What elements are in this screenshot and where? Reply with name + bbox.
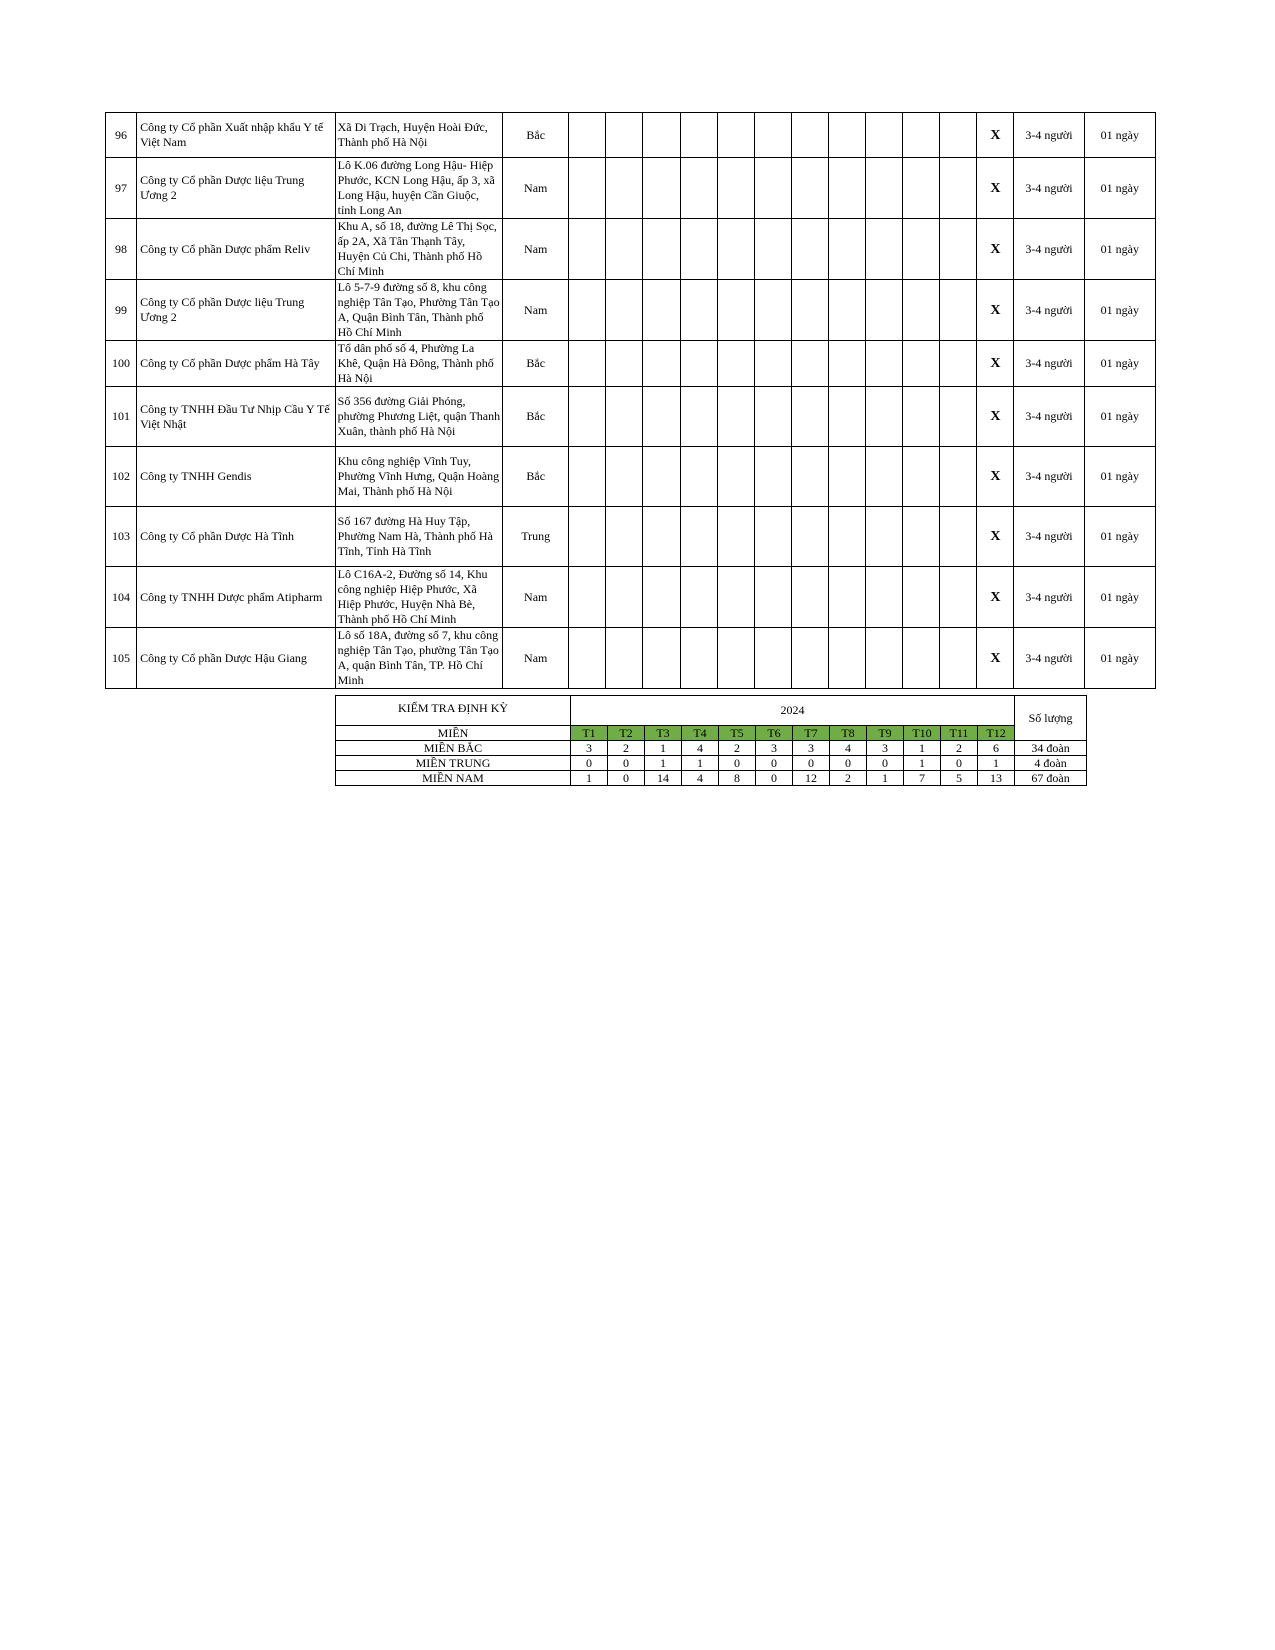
company-region: Nam xyxy=(503,158,569,219)
month-cell xyxy=(754,387,791,447)
month-cell xyxy=(866,507,903,567)
company-region: Bắc xyxy=(503,113,569,158)
month-cell xyxy=(680,507,717,567)
summary-value: 0 xyxy=(571,756,608,771)
summary-value: 1 xyxy=(682,756,719,771)
summary-value: 3 xyxy=(793,741,830,756)
month-cell xyxy=(828,219,865,280)
month-cell xyxy=(569,158,606,219)
company-name: Công ty Cổ phần Dược phẩm Hà Tây xyxy=(137,341,336,387)
month-header: T12 xyxy=(978,726,1015,741)
month-cell xyxy=(903,219,940,280)
summary-value: 1 xyxy=(571,771,608,786)
month-cell xyxy=(828,280,865,341)
summary-total: 34 đoàn xyxy=(1015,741,1087,756)
month-cell xyxy=(606,507,643,567)
summary-total: 4 đoàn xyxy=(1015,756,1087,771)
company-region: Bắc xyxy=(503,341,569,387)
month-cell xyxy=(717,341,754,387)
month-cell xyxy=(940,219,977,280)
month-cell xyxy=(791,628,828,689)
month-cell xyxy=(903,507,940,567)
month-cell xyxy=(754,113,791,158)
month-cell xyxy=(866,567,903,628)
inspection-duration: 01 ngày xyxy=(1084,341,1155,387)
inspection-mark: X xyxy=(977,280,1014,341)
inspection-duration: 01 ngày xyxy=(1084,219,1155,280)
company-address: Lô C16A-2, Đường số 14, Khu công nghiệp Hiệp Phước, Xã Hiệp Phước, Huyện Nhà Bè, Thành phố Hồ Chí Minh xyxy=(335,567,502,628)
month-header: T10 xyxy=(904,726,941,741)
month-cell xyxy=(680,387,717,447)
month-cell xyxy=(643,447,680,507)
month-cell xyxy=(606,447,643,507)
inspection-mark: X xyxy=(977,341,1014,387)
team-size: 3-4 người xyxy=(1014,387,1084,447)
company-name: Công ty Cổ phần Dược liệu Trung Ương 2 xyxy=(137,280,336,341)
summary-value: 5 xyxy=(941,771,978,786)
inspection-mark: X xyxy=(977,447,1014,507)
team-size: 3-4 người xyxy=(1014,158,1084,219)
month-cell xyxy=(828,447,865,507)
month-cell xyxy=(866,628,903,689)
summary-value: 0 xyxy=(830,756,867,771)
month-cell xyxy=(717,113,754,158)
company-name: Công ty Cổ phần Dược Hậu Giang xyxy=(137,628,336,689)
month-cell xyxy=(791,387,828,447)
month-cell xyxy=(866,280,903,341)
inspection-duration: 01 ngày xyxy=(1084,113,1155,158)
table-row xyxy=(106,280,1156,341)
summary-total: 67 đoàn xyxy=(1015,771,1087,786)
summary-year: 2024 xyxy=(571,696,1015,726)
month-cell xyxy=(791,113,828,158)
row-number: 102 xyxy=(106,447,137,507)
month-header: T7 xyxy=(793,726,830,741)
team-size: 3-4 người xyxy=(1014,567,1084,628)
summary-value: 1 xyxy=(904,756,941,771)
month-cell xyxy=(717,567,754,628)
company-name: Công ty TNHH Dược phẩm Atipharm xyxy=(137,567,336,628)
summary-region-label: MIỀN BẮC xyxy=(336,741,571,756)
summary-value: 0 xyxy=(719,756,756,771)
month-cell xyxy=(754,341,791,387)
summary-value: 2 xyxy=(719,741,756,756)
summary-region-header: MIỀN xyxy=(336,726,571,741)
month-cell xyxy=(828,567,865,628)
month-cell xyxy=(680,113,717,158)
month-cell xyxy=(569,113,606,158)
month-cell xyxy=(791,447,828,507)
month-cell xyxy=(606,219,643,280)
month-cell xyxy=(940,507,977,567)
month-cell xyxy=(569,507,606,567)
inspection-duration: 01 ngày xyxy=(1084,387,1155,447)
month-cell xyxy=(828,158,865,219)
month-cell xyxy=(569,447,606,507)
row-number: 105 xyxy=(106,628,137,689)
summary-row xyxy=(336,756,1087,771)
table-row xyxy=(106,628,1156,689)
company-region: Bắc xyxy=(503,447,569,507)
row-number: 101 xyxy=(106,387,137,447)
summary-value: 0 xyxy=(608,756,645,771)
row-number: 96 xyxy=(106,113,137,158)
month-cell xyxy=(828,387,865,447)
month-cell xyxy=(680,447,717,507)
month-cell xyxy=(791,280,828,341)
month-cell xyxy=(717,219,754,280)
month-cell xyxy=(754,628,791,689)
inspection-mark: X xyxy=(977,628,1014,689)
inspection-mark: X xyxy=(977,507,1014,567)
month-cell xyxy=(791,219,828,280)
month-cell xyxy=(791,341,828,387)
month-cell xyxy=(643,280,680,341)
month-cell xyxy=(606,628,643,689)
month-header: T3 xyxy=(645,726,682,741)
team-size: 3-4 người xyxy=(1014,341,1084,387)
row-number: 99 xyxy=(106,280,137,341)
summary-value: 0 xyxy=(793,756,830,771)
table-row xyxy=(106,507,1156,567)
inspection-duration: 01 ngày xyxy=(1084,447,1155,507)
company-address: Số 167 đường Hà Huy Tập, Phường Nam Hà, Thành phố Hà Tĩnh, Tỉnh Hà Tĩnh xyxy=(335,507,502,567)
month-cell xyxy=(680,628,717,689)
summary-count-header: Số lượng xyxy=(1015,696,1087,741)
month-cell xyxy=(643,387,680,447)
summary-value: 2 xyxy=(608,741,645,756)
company-region: Nam xyxy=(503,628,569,689)
summary-value: 4 xyxy=(682,741,719,756)
table-row xyxy=(106,158,1156,219)
summary-value: 13 xyxy=(978,771,1015,786)
month-cell xyxy=(717,628,754,689)
summary-value: 1 xyxy=(867,771,904,786)
month-cell xyxy=(754,158,791,219)
summary-title: KIỂM TRA ĐỊNH KỲ xyxy=(336,696,571,726)
summary-value: 2 xyxy=(830,771,867,786)
month-cell xyxy=(643,341,680,387)
table-row xyxy=(106,113,1156,158)
month-cell xyxy=(903,387,940,447)
month-cell xyxy=(717,507,754,567)
month-cell xyxy=(717,280,754,341)
month-cell xyxy=(680,158,717,219)
month-cell xyxy=(940,280,977,341)
row-number: 100 xyxy=(106,341,137,387)
month-cell xyxy=(866,219,903,280)
month-header: T11 xyxy=(941,726,978,741)
month-cell xyxy=(643,507,680,567)
month-cell xyxy=(940,341,977,387)
company-name: Công ty TNHH Gendis xyxy=(137,447,336,507)
month-cell xyxy=(828,507,865,567)
summary-value: 1 xyxy=(645,756,682,771)
month-cell xyxy=(940,387,977,447)
month-cell xyxy=(606,567,643,628)
month-header: T1 xyxy=(571,726,608,741)
month-cell xyxy=(754,280,791,341)
month-cell xyxy=(606,280,643,341)
month-cell xyxy=(866,341,903,387)
inspection-mark: X xyxy=(977,567,1014,628)
company-address: Xã Di Trạch, Huyện Hoài Đức, Thành phố Hà Nội xyxy=(335,113,502,158)
summary-table xyxy=(335,695,1087,786)
table-row xyxy=(106,387,1156,447)
table-row xyxy=(106,447,1156,507)
summary-region-label: MIỀN TRUNG xyxy=(336,756,571,771)
team-size: 3-4 người xyxy=(1014,280,1084,341)
team-size: 3-4 người xyxy=(1014,628,1084,689)
company-region: Nam xyxy=(503,280,569,341)
row-number: 98 xyxy=(106,219,137,280)
inspection-duration: 01 ngày xyxy=(1084,628,1155,689)
month-cell xyxy=(717,387,754,447)
inspection-schedule-table xyxy=(105,112,1156,689)
month-cell xyxy=(903,447,940,507)
table-row xyxy=(106,567,1156,628)
inspection-duration: 01 ngày xyxy=(1084,158,1155,219)
month-cell xyxy=(940,113,977,158)
month-cell xyxy=(569,341,606,387)
month-cell xyxy=(643,567,680,628)
inspection-mark: X xyxy=(977,113,1014,158)
company-region: Bắc xyxy=(503,387,569,447)
summary-value: 1 xyxy=(978,756,1015,771)
month-cell xyxy=(606,158,643,219)
company-name: Công ty Cổ phần Xuất nhập khẩu Y tế Việt Nam xyxy=(137,113,336,158)
team-size: 3-4 người xyxy=(1014,113,1084,158)
summary-value: 0 xyxy=(867,756,904,771)
inspection-duration: 01 ngày xyxy=(1084,280,1155,341)
inspection-duration: 01 ngày xyxy=(1084,567,1155,628)
summary-region-label: MIỀN NAM xyxy=(336,771,571,786)
summary-row xyxy=(336,741,1087,756)
table-row xyxy=(106,341,1156,387)
month-cell xyxy=(866,158,903,219)
team-size: 3-4 người xyxy=(1014,447,1084,507)
month-header: T5 xyxy=(719,726,756,741)
company-address: Lô số 18A, đường số 7, khu công nghiệp Tân Tạo, phường Tân Tạo A, quận Bình Tân, TP. Hồ Chí Minh xyxy=(335,628,502,689)
team-size: 3-4 người xyxy=(1014,219,1084,280)
summary-value: 0 xyxy=(941,756,978,771)
month-cell xyxy=(791,567,828,628)
company-address: Số 356 đường Giải Phóng, phường Phương Liệt, quận Thanh Xuân, thành phố Hà Nội xyxy=(335,387,502,447)
month-cell xyxy=(866,447,903,507)
inspection-duration: 01 ngày xyxy=(1084,507,1155,567)
month-header: T2 xyxy=(608,726,645,741)
row-number: 104 xyxy=(106,567,137,628)
month-cell xyxy=(940,567,977,628)
month-cell xyxy=(643,219,680,280)
month-cell xyxy=(903,341,940,387)
month-cell xyxy=(903,113,940,158)
summary-value: 2 xyxy=(941,741,978,756)
inspection-mark: X xyxy=(977,387,1014,447)
month-cell xyxy=(754,507,791,567)
month-cell xyxy=(903,280,940,341)
summary-value: 4 xyxy=(682,771,719,786)
table-row xyxy=(106,219,1156,280)
summary-value: 12 xyxy=(793,771,830,786)
month-cell xyxy=(717,158,754,219)
company-name: Công ty Cổ phần Dược liệu Trung Ương 2 xyxy=(137,158,336,219)
month-cell xyxy=(569,628,606,689)
summary-row xyxy=(336,771,1087,786)
month-cell xyxy=(903,567,940,628)
month-cell xyxy=(569,219,606,280)
summary-value: 3 xyxy=(867,741,904,756)
company-name: Công ty Cổ phần Dược Hà Tĩnh xyxy=(137,507,336,567)
month-cell xyxy=(940,158,977,219)
summary-value: 6 xyxy=(978,741,1015,756)
company-address: Lô K.06 đường Long Hậu- Hiệp Phước, KCN Long Hậu, ấp 3, xã Long Hậu, huyện Cần Giuộc, tỉnh Long An xyxy=(335,158,502,219)
month-cell xyxy=(754,219,791,280)
row-number: 103 xyxy=(106,507,137,567)
company-name: Công ty TNHH Đầu Tư Nhịp Cầu Y Tế Việt Nhật xyxy=(137,387,336,447)
summary-value: 4 xyxy=(830,741,867,756)
month-header: T9 xyxy=(867,726,904,741)
month-header: T6 xyxy=(756,726,793,741)
month-cell xyxy=(569,280,606,341)
month-cell xyxy=(643,113,680,158)
month-cell xyxy=(791,158,828,219)
month-cell xyxy=(866,387,903,447)
summary-value: 0 xyxy=(608,771,645,786)
summary-value: 1 xyxy=(904,741,941,756)
inspection-mark: X xyxy=(977,158,1014,219)
month-cell xyxy=(866,113,903,158)
month-cell xyxy=(828,628,865,689)
summary-value: 0 xyxy=(756,771,793,786)
month-cell xyxy=(569,387,606,447)
month-cell xyxy=(680,341,717,387)
month-cell xyxy=(754,567,791,628)
team-size: 3-4 người xyxy=(1014,507,1084,567)
month-cell xyxy=(680,567,717,628)
month-cell xyxy=(717,447,754,507)
summary-value: 3 xyxy=(756,741,793,756)
month-cell xyxy=(680,219,717,280)
summary-value: 14 xyxy=(645,771,682,786)
summary-value: 3 xyxy=(571,741,608,756)
month-cell xyxy=(606,341,643,387)
row-number: 97 xyxy=(106,158,137,219)
month-cell xyxy=(643,628,680,689)
month-cell xyxy=(606,387,643,447)
month-cell xyxy=(828,341,865,387)
month-cell xyxy=(606,113,643,158)
month-cell xyxy=(940,628,977,689)
month-cell xyxy=(940,447,977,507)
month-cell xyxy=(569,567,606,628)
month-cell xyxy=(643,158,680,219)
company-region: Trung xyxy=(503,507,569,567)
summary-value: 8 xyxy=(719,771,756,786)
company-address: Khu công nghiệp Vĩnh Tuy, Phường Vĩnh Hưng, Quận Hoàng Mai, Thành phố Hà Nội xyxy=(335,447,502,507)
month-cell xyxy=(680,280,717,341)
company-region: Nam xyxy=(503,567,569,628)
inspection-mark: X xyxy=(977,219,1014,280)
summary-value: 7 xyxy=(904,771,941,786)
month-cell xyxy=(791,507,828,567)
month-cell xyxy=(754,447,791,507)
summary-value: 0 xyxy=(756,756,793,771)
company-name: Công ty Cổ phần Dược phẩm Reliv xyxy=(137,219,336,280)
month-cell xyxy=(828,113,865,158)
company-address: Lô 5-7-9 đường số 8, khu công nghiệp Tân Tạo, Phường Tân Tạo A, Quận Bình Tân, Thành phố Hồ Chí Minh xyxy=(335,280,502,341)
month-header: T8 xyxy=(830,726,867,741)
month-cell xyxy=(903,158,940,219)
company-address: Khu A, số 18, đường Lê Thị Sọc, ấp 2A, Xã Tân Thạnh Tây, Huyện Củ Chi, Thành phố Hồ Chí Minh xyxy=(335,219,502,280)
month-header: T4 xyxy=(682,726,719,741)
summary-value: 1 xyxy=(645,741,682,756)
company-region: Nam xyxy=(503,219,569,280)
month-cell xyxy=(903,628,940,689)
company-address: Tổ dân phố số 4, Phường La Khê, Quận Hà Đông, Thành phố Hà Nội xyxy=(335,341,502,387)
